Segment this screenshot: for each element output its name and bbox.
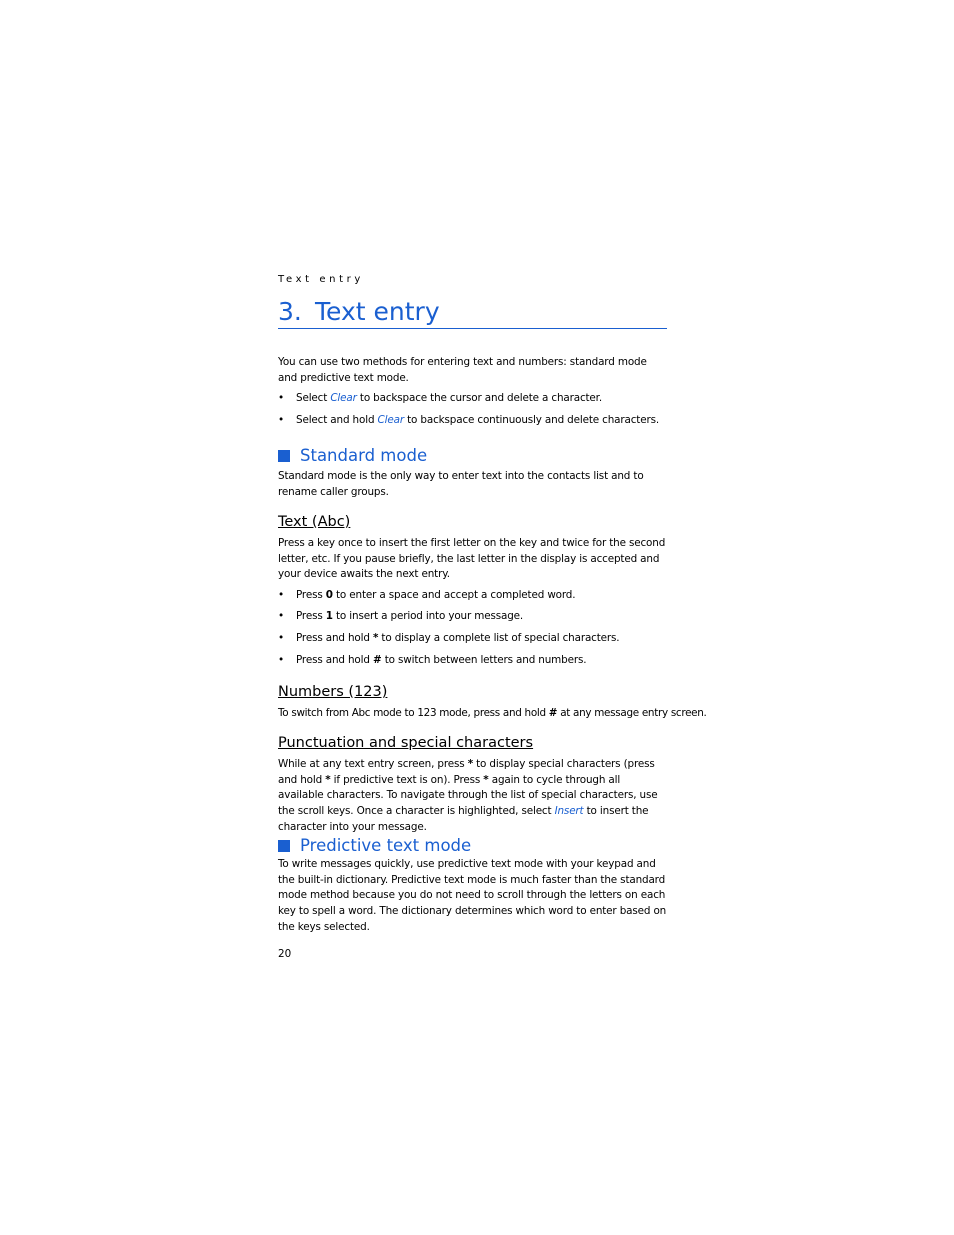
bullet-icon: • — [278, 654, 284, 666]
clear-softkey-label: Clear — [330, 392, 357, 404]
key-label: # — [372, 654, 382, 666]
standard-mode-paragraph: Standard mode is the only way to enter text into the contacts list and to rename caller groups. — [278, 470, 644, 498]
key-label: * — [372, 632, 379, 644]
bullet-icon: • — [278, 589, 284, 601]
text-abc-paragraph: Press a key once to insert the first letter on the key and twice for the second letter, etc. If you pause briefly, the last letter in the display is accepted and your device awaits the next entry. — [278, 537, 666, 581]
square-bullet-icon — [278, 840, 290, 852]
chapter-title — [278, 296, 667, 328]
bullet-icon: • — [278, 414, 284, 426]
square-bullet-icon — [278, 450, 290, 462]
numbers-paragraph: To switch from Abc mode to 123 mode, press and hold # at any message entry screen. — [278, 707, 707, 719]
key-label: 1 — [325, 610, 333, 622]
predictive-paragraph: To write messages quickly, use predictive text mode with your keypad and the built-in dictionary. Predictive text mode is much faster than the standard mode method because you do not need to scroll through the letters on each key to spell a word. The dictionary determines which word to enter based on the keys selected. — [278, 858, 667, 933]
running-header: Text entry — [278, 274, 364, 285]
subsection-heading-punctuation: Punctuation and special characters — [278, 735, 534, 751]
bullet-icon: • — [278, 610, 284, 622]
chapter-heading — [278, 296, 667, 329]
chapter-number: 3. — [278, 297, 302, 326]
section-heading-predictive-text-mode: Predictive text mode — [278, 836, 471, 856]
section-heading-standard-mode: Standard mode — [278, 446, 427, 466]
key-label: * — [467, 758, 473, 770]
key-label: * — [483, 773, 489, 786]
page-number: 20 — [278, 948, 292, 960]
chapter-title-text: Text entry — [315, 297, 440, 326]
bullet-icon: • — [278, 632, 284, 644]
insert-softkey-label: Insert — [554, 805, 584, 818]
bullet-icon: • — [278, 392, 284, 404]
clear-softkey-label: Clear — [377, 414, 404, 426]
punctuation-paragraph: While at any text entry screen, press * to display special characters (press and hold * if predictive text is on). Press * again to cycle through all available characters. To navigate through the list of special characters, use the scroll keys. Once a character is highlighted, select Insert to insert the character into your message. — [278, 758, 658, 833]
subsection-heading-numbers: Numbers (123) — [278, 684, 388, 700]
intro-paragraph: You can use two methods for entering text and numbers: standard mode and predictive text mode. — [278, 356, 647, 384]
key-label: 0 — [325, 589, 333, 601]
key-label: # — [548, 707, 558, 719]
subsection-heading-text-abc: Text (Abc) — [278, 514, 351, 530]
key-label: * — [325, 773, 331, 786]
